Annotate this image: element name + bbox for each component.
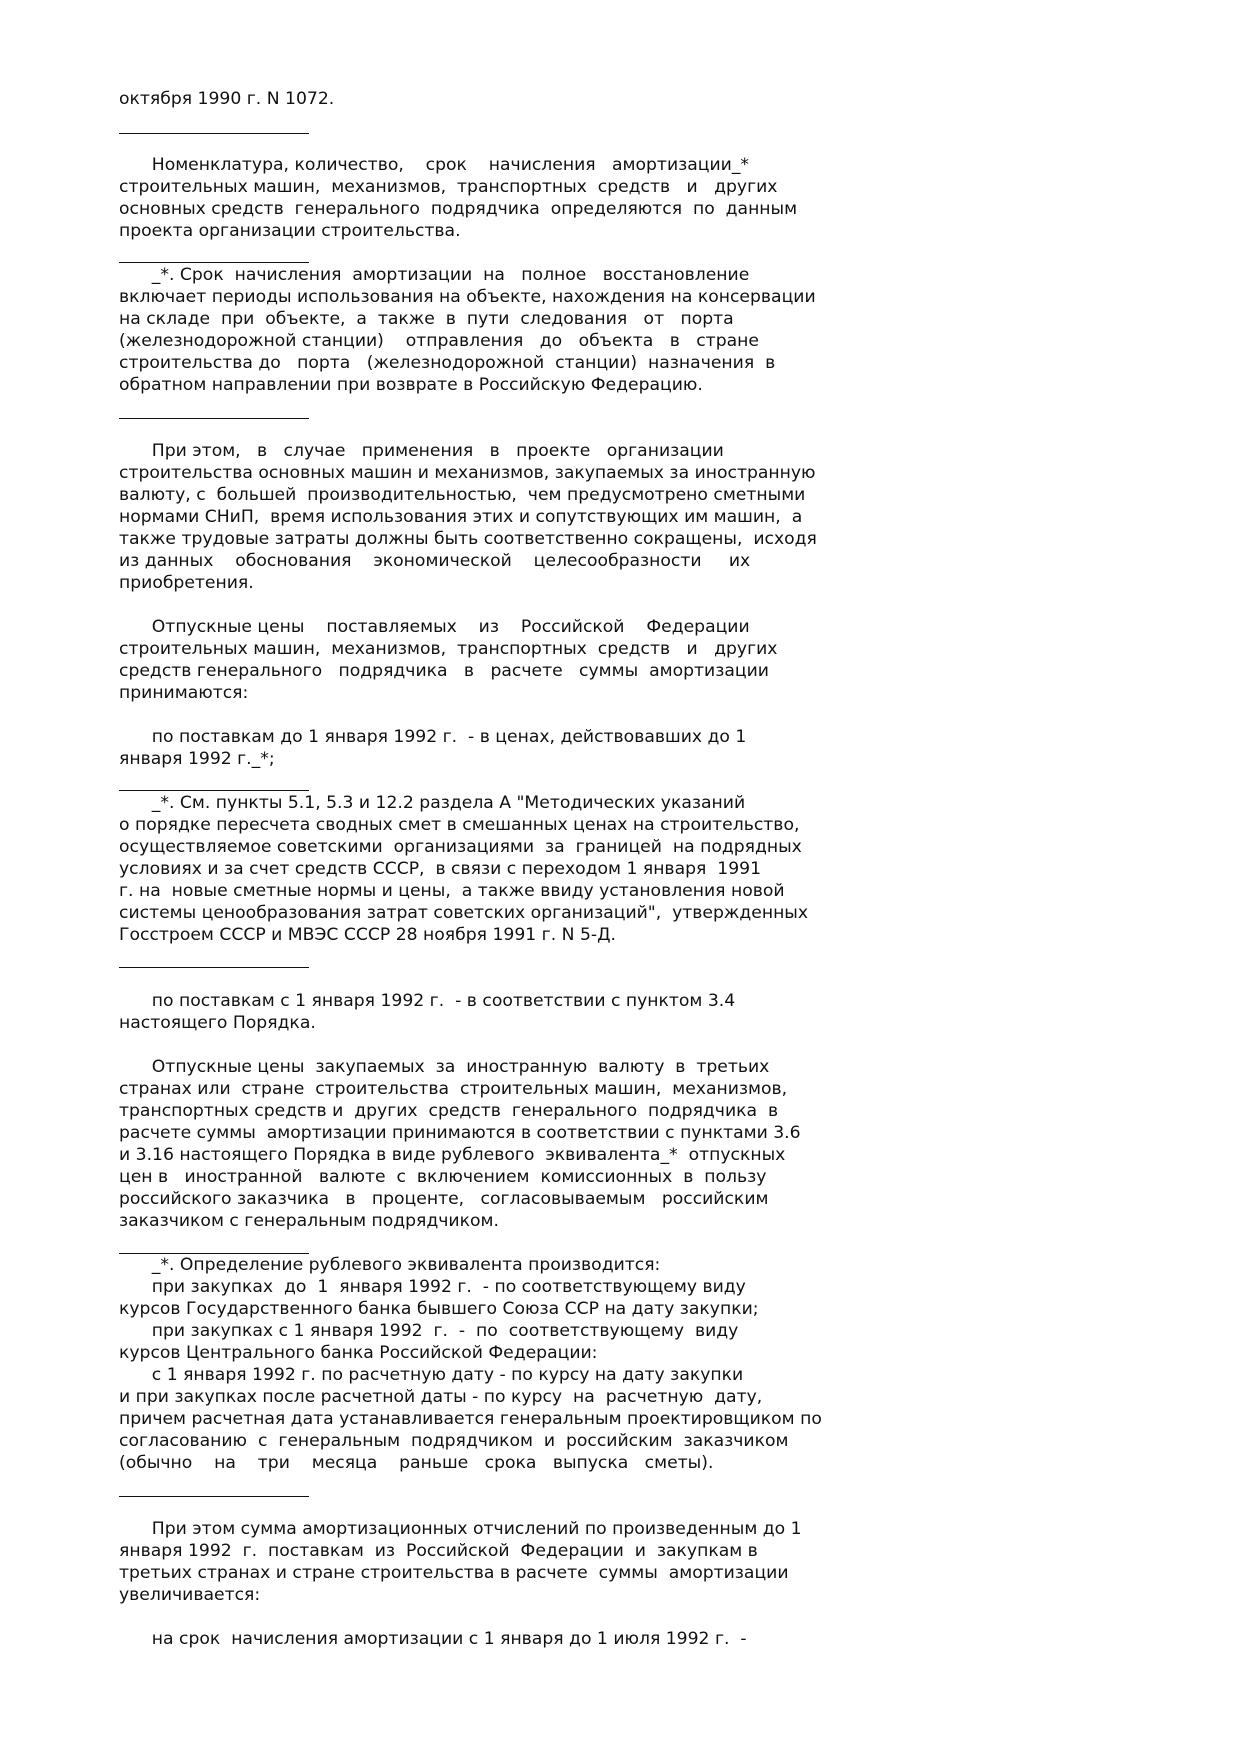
paragraph-line: При этом сумма амортизационных отчислений по произведенным до 1	[119, 1519, 802, 1539]
paragraph-line: строительных машин, механизмов, транспортных средств и других	[119, 639, 778, 659]
paragraph-line: строительных машин, механизмов, транспортных средств и других	[119, 177, 778, 197]
paragraph-line: проекта организации строительства.	[119, 221, 461, 241]
footnote-line: с 1 января 1992 г. по расчетную дату - по курсу на дату закупки	[119, 1365, 744, 1385]
footnote-line: курсов Центрального банка Российской Федерации:	[119, 1343, 598, 1363]
footnote-line: включает периоды использования на объекте, нахождения на консервации	[119, 287, 816, 307]
paragraph-line: цен в иностранной валюте с включением комиссионных в пользу	[119, 1167, 767, 1187]
footnote-line: курсов Государственного банка бывшего Союза ССР на дату закупки;	[119, 1299, 759, 1319]
paragraph-line: нормами СНиП, время использования этих и сопутствующих им машин, а	[119, 507, 803, 527]
paragraph-line: также трудовые затраты должны быть соответственно сокращены, исходя	[119, 529, 817, 549]
separator-rule	[119, 418, 309, 419]
separator-rule	[119, 1496, 309, 1497]
paragraph-line: основных средств генерального подрядчика определяются по данным	[119, 199, 798, 219]
paragraph-line: строительства основных машин и механизмов, закупаемых за иностранную	[119, 463, 816, 483]
footnote-line: (железнодорожной станции) отправления до объекта в стране	[119, 331, 759, 351]
paragraph-line: по поставкам с 1 января 1992 г. - в соответствии с пунктом 3.4	[119, 991, 736, 1011]
footnote-line: _*. Срок начисления амортизации на полное восстановление	[119, 265, 750, 285]
paragraph-line: января 1992 г._*;	[119, 749, 275, 769]
header-line: октября 1990 г. N 1072.	[119, 89, 335, 109]
footnote-line: согласованию с генеральным подрядчиком и российским заказчиком	[119, 1431, 789, 1451]
paragraph-line: российского заказчика в проценте, согласовываемым российским	[119, 1189, 769, 1209]
footnote-separator-rule	[119, 262, 309, 263]
footnote-line: г. на новые сметные нормы и цены, а также ввиду установления новой	[119, 881, 785, 901]
separator-rule	[119, 967, 309, 968]
paragraph-line: на срок начисления амортизации с 1 января до 1 июля 1992 г. -	[119, 1629, 747, 1649]
footnote-line: при закупках с 1 января 1992 г. - по соответствующему виду	[119, 1321, 739, 1341]
paragraph-line: принимаются:	[119, 683, 249, 703]
footnote-line: причем расчетная дата устанавливается генеральным проектировщиком по	[119, 1409, 822, 1429]
footnote-line: обратном направлении при возврате в Российскую Федерацию.	[119, 375, 703, 395]
paragraph-line: настоящего Порядка.	[119, 1013, 316, 1033]
paragraph-line: заказчиком с генеральным подрядчиком.	[119, 1211, 499, 1231]
footnote-separator-rule	[119, 790, 309, 791]
paragraph-line: из данных обоснования экономической целесообразности их	[119, 551, 751, 571]
paragraph-line: валюту, с большей производительностью, чем предусмотрено сметными	[119, 485, 806, 505]
paragraph-line: приобретения.	[119, 573, 254, 593]
footnote-line: условиях и за счет средств СССР, в связи с переходом 1 января 1991	[119, 859, 762, 879]
paragraph-line: Отпускные цены поставляемых из Российской Федерации	[119, 617, 750, 637]
paragraph-line: третьих странах и стране строительства в расчете суммы амортизации	[119, 1563, 789, 1583]
footnote-line: и при закупках после расчетной даты - по курсу на расчетную дату,	[119, 1387, 763, 1407]
footnote-line: _*. Определение рублевого эквивалента производится:	[119, 1255, 661, 1275]
footnote-line: _*. См. пункты 5.1, 5.3 и 12.2 раздела А "Методических указаний	[119, 793, 746, 813]
paragraph-line: При этом, в случае применения в проекте организации	[119, 441, 724, 461]
footnote-line: на складе при объекте, а также в пути следования от порта	[119, 309, 734, 329]
footnote-line: о порядке пересчета сводных смет в смешанных ценах на строительство,	[119, 815, 800, 835]
paragraph-line: по поставкам до 1 января 1992 г. - в ценах, действовавших до 1	[119, 727, 747, 747]
footnote-line: Госстроем СССР и МВЭС СССР 28 ноября 1991 г. N 5-Д.	[119, 925, 616, 945]
footnote-line: системы ценообразования затрат советских организаций", утвержденных	[119, 903, 809, 923]
footnote-line: осуществляемое советскими организациями за границей на подрядных	[119, 837, 802, 857]
paragraph-line: увеличивается:	[119, 1585, 261, 1605]
paragraph-line: января 1992 г. поставкам из Российской Федерации и закупкам в	[119, 1541, 758, 1561]
paragraph-line: транспортных средств и других средств генерального подрядчика в	[119, 1101, 779, 1121]
footnote-line: строительства до порта (железнодорожной станции) назначения в	[119, 353, 776, 373]
separator-rule	[119, 133, 309, 134]
paragraph-line: и 3.16 настоящего Порядка в виде рублевого эквивалента_* отпускных	[119, 1145, 786, 1165]
paragraph-line: странах или стране строительства строительных машин, механизмов,	[119, 1079, 788, 1099]
footnote-line: при закупках до 1 января 1992 г. - по соответствующему виду	[119, 1277, 746, 1297]
paragraph-line: Номенклатура, количество, срок начисления амортизации_*	[119, 155, 750, 175]
paragraph-line: Отпускные цены закупаемых за иностранную валюту в третьих	[119, 1057, 770, 1077]
paragraph-line: расчете суммы амортизации принимаются в соответствии с пунктами 3.6	[119, 1123, 801, 1143]
paragraph-line: средств генерального подрядчика в расчете суммы амортизации	[119, 661, 769, 681]
footnote-line: (обычно на три месяца раньше срока выпуска сметы).	[119, 1453, 714, 1473]
